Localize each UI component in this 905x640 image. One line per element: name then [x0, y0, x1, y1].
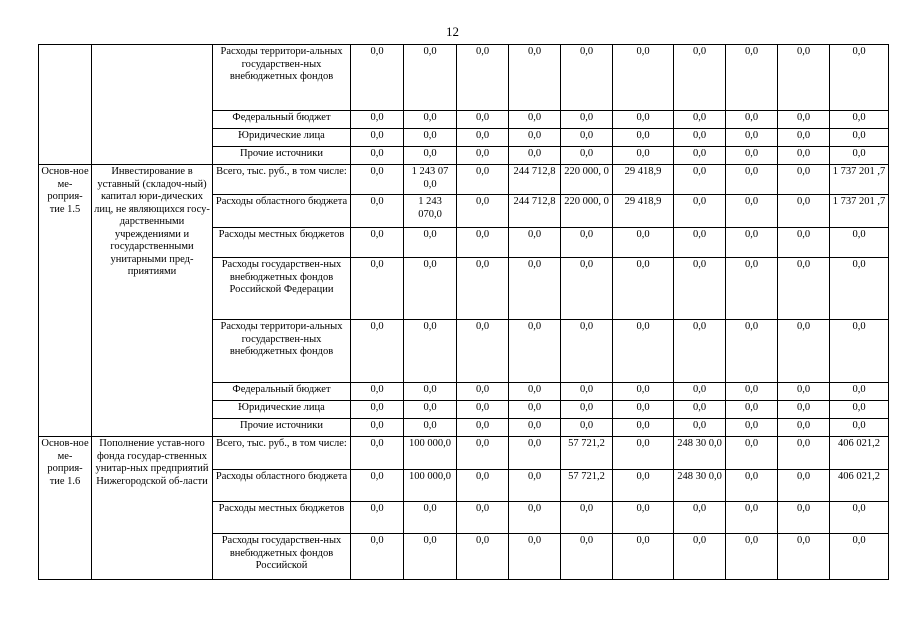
value-cell: 0,0	[674, 129, 726, 147]
value-cell: 0,0	[509, 45, 561, 111]
value-cell: 406 021,2	[830, 437, 889, 470]
value-cell: 1 243 070,0	[404, 195, 457, 228]
value-cell: 0,0	[457, 165, 509, 195]
value-cell: 248 30 0,0	[674, 437, 726, 470]
value-cell: 0,0	[561, 383, 613, 401]
value-cell: 0,0	[351, 195, 404, 228]
value-cell: 0,0	[613, 258, 674, 320]
value-cell: 0,0	[778, 320, 830, 383]
value-cell: 0,0	[351, 470, 404, 502]
value-cell: 0,0	[351, 129, 404, 147]
value-cell: 0,0	[726, 195, 778, 228]
value-cell: 0,0	[778, 165, 830, 195]
value-cell: 0,0	[457, 195, 509, 228]
value-cell: 0,0	[509, 401, 561, 419]
value-cell: 0,0	[830, 147, 889, 165]
value-cell: 0,0	[509, 470, 561, 502]
funding-source-cell: Расходы областного бюджета	[213, 195, 351, 228]
value-cell: 0,0	[830, 534, 889, 580]
value-cell: 0,0	[726, 320, 778, 383]
value-cell: 0,0	[830, 419, 889, 437]
activity-name-cell	[92, 45, 213, 165]
value-cell: 57 721,2	[561, 437, 613, 470]
value-cell: 0,0	[404, 401, 457, 419]
value-cell: 0,0	[613, 401, 674, 419]
value-cell: 0,0	[351, 165, 404, 195]
main-activity-cell: Основ-ное ме-роприя-тие 1.6	[39, 437, 92, 580]
funding-source-cell: Расходы государствен-ных внебюджетных фондов Российской Федерации	[213, 258, 351, 320]
value-cell: 0,0	[509, 419, 561, 437]
funding-source-cell: Расходы государствен-ных внебюджетных фондов Российской	[213, 534, 351, 580]
budget-table	[38, 44, 889, 580]
value-cell: 0,0	[674, 165, 726, 195]
value-cell: 0,0	[561, 147, 613, 165]
value-cell: 0,0	[404, 534, 457, 580]
value-cell: 0,0	[830, 129, 889, 147]
value-cell: 0,0	[457, 502, 509, 534]
value-cell: 220 000, 0	[561, 165, 613, 195]
value-cell: 0,0	[830, 228, 889, 258]
value-cell: 0,0	[674, 111, 726, 129]
value-cell: 0,0	[726, 470, 778, 502]
funding-source-cell: Юридические лица	[213, 129, 351, 147]
value-cell: 0,0	[778, 401, 830, 419]
value-cell: 0,0	[561, 129, 613, 147]
value-cell: 0,0	[613, 419, 674, 437]
value-cell: 0,0	[778, 228, 830, 258]
funding-source-cell: Юридические лица	[213, 401, 351, 419]
value-cell: 0,0	[351, 437, 404, 470]
value-cell: 0,0	[830, 111, 889, 129]
value-cell: 0,0	[726, 45, 778, 111]
value-cell: 0,0	[509, 383, 561, 401]
value-cell: 0,0	[778, 195, 830, 228]
value-cell: 0,0	[726, 383, 778, 401]
value-cell: 0,0	[561, 401, 613, 419]
value-cell: 0,0	[830, 45, 889, 111]
value-cell: 0,0	[613, 129, 674, 147]
value-cell: 100 000,0	[404, 437, 457, 470]
value-cell: 0,0	[561, 258, 613, 320]
value-cell: 0,0	[509, 258, 561, 320]
value-cell: 0,0	[674, 195, 726, 228]
value-cell: 0,0	[561, 419, 613, 437]
activity-name-cell: Инвестирование в уставный (складоч-ный) капитал юри-дических лиц, не являющихся госу-дарственными учреждениями и государственными унитарными пред-приятиями	[92, 165, 213, 437]
value-cell: 0,0	[726, 502, 778, 534]
value-cell: 0,0	[613, 320, 674, 383]
value-cell: 0,0	[404, 147, 457, 165]
value-cell: 0,0	[404, 502, 457, 534]
value-cell: 0,0	[726, 437, 778, 470]
value-cell: 0,0	[674, 419, 726, 437]
value-cell: 0,0	[613, 147, 674, 165]
value-cell: 0,0	[457, 534, 509, 580]
value-cell: 0,0	[457, 470, 509, 502]
value-cell: 0,0	[778, 383, 830, 401]
funding-source-cell: Расходы областного бюджета	[213, 470, 351, 502]
funding-source-cell: Прочие источники	[213, 419, 351, 437]
value-cell: 1 737 201 ,7	[830, 195, 889, 228]
value-cell: 0,0	[457, 419, 509, 437]
value-cell: 0,0	[457, 147, 509, 165]
value-cell: 0,0	[457, 437, 509, 470]
value-cell: 0,0	[726, 534, 778, 580]
value-cell: 0,0	[778, 258, 830, 320]
value-cell: 0,0	[404, 258, 457, 320]
funding-source-cell: Расходы территори-альных государствен-ных внебюджетных фондов	[213, 320, 351, 383]
value-cell: 0,0	[830, 502, 889, 534]
page-number: 12	[446, 24, 459, 39]
value-cell: 0,0	[351, 534, 404, 580]
value-cell: 57 721,2	[561, 470, 613, 502]
value-cell: 0,0	[404, 129, 457, 147]
value-cell: 0,0	[561, 45, 613, 111]
value-cell: 0,0	[457, 45, 509, 111]
value-cell: 0,0	[404, 45, 457, 111]
value-cell: 0,0	[457, 383, 509, 401]
value-cell: 0,0	[457, 228, 509, 258]
value-cell: 220 000, 0	[561, 195, 613, 228]
value-cell: 0,0	[830, 401, 889, 419]
value-cell: 0,0	[726, 401, 778, 419]
funding-source-cell: Федеральный бюджет	[213, 111, 351, 129]
value-cell: 0,0	[674, 320, 726, 383]
value-cell: 0,0	[674, 383, 726, 401]
value-cell: 0,0	[561, 534, 613, 580]
value-cell: 0,0	[674, 228, 726, 258]
value-cell: 0,0	[726, 419, 778, 437]
value-cell: 244 712,8	[509, 195, 561, 228]
value-cell: 0,0	[674, 147, 726, 165]
value-cell: 0,0	[457, 320, 509, 383]
value-cell: 0,0	[404, 419, 457, 437]
value-cell: 248 30 0,0	[674, 470, 726, 502]
value-cell: 29 418,9	[613, 165, 674, 195]
value-cell: 0,0	[509, 320, 561, 383]
main-activity-cell	[39, 45, 92, 165]
value-cell: 0,0	[613, 502, 674, 534]
value-cell: 0,0	[726, 165, 778, 195]
value-cell: 0,0	[351, 111, 404, 129]
value-cell: 0,0	[509, 228, 561, 258]
value-cell: 0,0	[351, 320, 404, 383]
value-cell: 0,0	[561, 228, 613, 258]
activity-name-cell: Пополнение устав-ного фонда государ-ственных унитар-ных предприятий Нижегородской об-ласти	[92, 437, 213, 580]
value-cell: 0,0	[830, 320, 889, 383]
value-cell: 0,0	[457, 111, 509, 129]
value-cell: 0,0	[561, 111, 613, 129]
value-cell: 100 000,0	[404, 470, 457, 502]
value-cell: 0,0	[778, 534, 830, 580]
value-cell: 0,0	[726, 258, 778, 320]
value-cell: 0,0	[778, 147, 830, 165]
value-cell: 0,0	[351, 258, 404, 320]
table-row	[39, 437, 889, 470]
value-cell: 0,0	[613, 111, 674, 129]
value-cell: 0,0	[613, 228, 674, 258]
value-cell: 0,0	[613, 437, 674, 470]
funding-source-cell: Всего, тыс. руб., в том числе:	[213, 437, 351, 470]
value-cell: 0,0	[351, 401, 404, 419]
funding-source-cell: Расходы местных бюджетов	[213, 502, 351, 534]
table-row	[39, 165, 889, 195]
value-cell: 0,0	[351, 383, 404, 401]
table-row	[39, 45, 889, 111]
value-cell: 0,0	[351, 419, 404, 437]
value-cell: 0,0	[674, 502, 726, 534]
value-cell: 0,0	[351, 228, 404, 258]
value-cell: 0,0	[613, 534, 674, 580]
value-cell: 1 737 201 ,7	[830, 165, 889, 195]
value-cell: 0,0	[457, 258, 509, 320]
funding-source-cell: Всего, тыс. руб., в том числе:	[213, 165, 351, 195]
value-cell: 0,0	[351, 502, 404, 534]
value-cell: 0,0	[726, 111, 778, 129]
value-cell: 0,0	[509, 147, 561, 165]
value-cell: 0,0	[778, 129, 830, 147]
value-cell: 0,0	[674, 45, 726, 111]
value-cell: 244 712,8	[509, 165, 561, 195]
value-cell: 0,0	[457, 129, 509, 147]
value-cell: 0,0	[351, 147, 404, 165]
value-cell: 0,0	[351, 45, 404, 111]
value-cell: 0,0	[674, 258, 726, 320]
value-cell: 0,0	[404, 111, 457, 129]
value-cell: 0,0	[726, 228, 778, 258]
value-cell: 0,0	[613, 383, 674, 401]
value-cell: 0,0	[778, 470, 830, 502]
value-cell: 0,0	[726, 129, 778, 147]
value-cell: 0,0	[613, 470, 674, 502]
value-cell: 0,0	[778, 502, 830, 534]
funding-source-cell: Расходы местных бюджетов	[213, 228, 351, 258]
value-cell: 0,0	[778, 45, 830, 111]
value-cell: 0,0	[778, 419, 830, 437]
funding-source-cell: Расходы территори-альных государствен-ных внебюджетных фондов	[213, 45, 351, 111]
value-cell: 0,0	[509, 129, 561, 147]
value-cell: 0,0	[509, 437, 561, 470]
value-cell: 29 418,9	[613, 195, 674, 228]
funding-source-cell: Федеральный бюджет	[213, 383, 351, 401]
value-cell: 0,0	[404, 383, 457, 401]
value-cell: 0,0	[509, 534, 561, 580]
value-cell: 0,0	[613, 45, 674, 111]
value-cell: 0,0	[726, 147, 778, 165]
value-cell: 0,0	[674, 534, 726, 580]
value-cell: 1 243 07 0,0	[404, 165, 457, 195]
value-cell: 0,0	[561, 502, 613, 534]
value-cell: 0,0	[509, 111, 561, 129]
funding-source-cell: Прочие источники	[213, 147, 351, 165]
value-cell: 0,0	[778, 111, 830, 129]
value-cell: 0,0	[509, 502, 561, 534]
value-cell: 0,0	[561, 320, 613, 383]
value-cell: 0,0	[830, 383, 889, 401]
main-activity-cell: Основ-ное ме-роприя-тие 1.5	[39, 165, 92, 437]
value-cell: 0,0	[404, 228, 457, 258]
value-cell: 0,0	[778, 437, 830, 470]
value-cell: 0,0	[404, 320, 457, 383]
value-cell: 406 021,2	[830, 470, 889, 502]
value-cell: 0,0	[674, 401, 726, 419]
value-cell: 0,0	[830, 258, 889, 320]
value-cell: 0,0	[457, 401, 509, 419]
